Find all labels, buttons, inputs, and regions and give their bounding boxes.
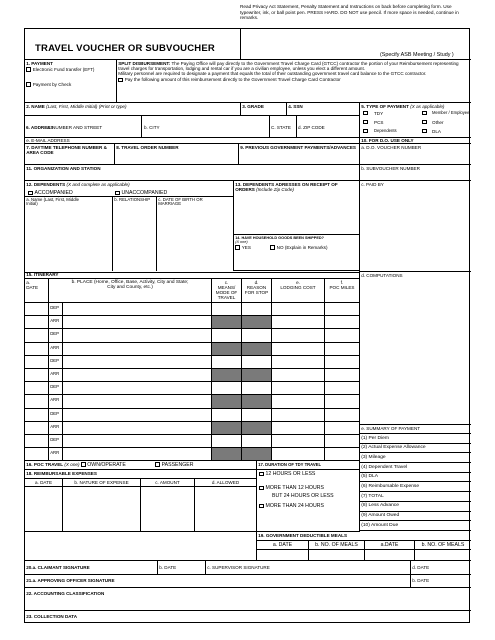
reimb-blank[interactable]: [25, 532, 257, 561]
goods-yes-checkbox[interactable]: [235, 245, 240, 250]
itin-cell[interactable]: [63, 303, 212, 316]
reimb-nature-head: [63, 479, 141, 487]
meals-date2-field[interactable]: [365, 550, 415, 561]
split-text-1: The Paying Office will pay directly to the Government Travel Charge Card (GTCC) contractor the portion of your Reimbursement representing travel charges for transportation, lodging and rental car if you are a civilian employee, unless you elect a different amount.: [118, 60, 459, 71]
duration-options: [257, 470, 360, 532]
specify-cell: [241, 29, 471, 60]
summary-item[interactable]: (8) Less Advance: [360, 502, 471, 512]
poc-hint: (X one): [64, 461, 80, 467]
approver-label: 21.a. APPROVING OFFICER SIGNATURE: [26, 578, 115, 583]
computations-label: d. COMPUTATIONS: [361, 272, 403, 278]
meals-date2-head: [365, 541, 415, 550]
itin-cell[interactable]: [325, 316, 360, 329]
poc-label: 16. POC TRAVEL: [26, 461, 64, 467]
eft-label: Electronic Fund transfer (EFT): [32, 66, 95, 72]
itin-f-letter: f.: [340, 279, 344, 285]
itin-cell[interactable]: [212, 395, 242, 408]
itin-c-letter: c.: [224, 279, 229, 285]
ssn-label: 4. SSN: [288, 103, 303, 109]
itin-cell[interactable]: [242, 329, 272, 342]
reimb-nature-col[interactable]: [63, 487, 141, 532]
dep-dob-cell[interactable]: [157, 197, 234, 271]
split-pay-checkbox[interactable]: [118, 78, 123, 83]
meals-no2-field[interactable]: [415, 550, 471, 561]
itin-cell[interactable]: [242, 343, 272, 356]
reimb-allowed-label: d. ALLOWED: [211, 479, 240, 485]
unaccompanied-label: UNACCOMPANIED: [121, 190, 168, 196]
summary-item[interactable]: (5) DLA: [360, 473, 471, 483]
dla-label: DLA: [432, 128, 441, 134]
itin-cell[interactable]: [63, 316, 212, 329]
itin-cell[interactable]: [242, 382, 272, 395]
itin-cell[interactable]: [63, 409, 212, 422]
ssn-cell[interactable]: [287, 103, 360, 116]
approver-signature-cell[interactable]: [25, 575, 411, 588]
itin-cell[interactable]: [242, 316, 272, 329]
check-checkbox[interactable]: [26, 82, 31, 87]
supervisor-signature-cell[interactable]: [206, 561, 411, 575]
itin-row-type: ARR: [49, 343, 63, 356]
dependents-label: Dependents: [374, 128, 397, 133]
check-label: Payment by Check: [32, 81, 72, 87]
duration-cell: [257, 461, 360, 470]
duration-24m-label: MORE THAN 24 HOURS: [265, 503, 324, 509]
address-cell: [25, 116, 360, 138]
itin-row-type: ARR: [49, 395, 63, 408]
computations-area[interactable]: [360, 279, 471, 425]
itin-lodging-head: [272, 279, 325, 303]
paid-by-cell[interactable]: [360, 181, 471, 271]
dep-addresses-cell[interactable]: [234, 181, 360, 234]
itin-cell[interactable]: [212, 435, 242, 448]
supervisor-label: c. SUPERVISOR SIGNATURE: [207, 565, 270, 570]
itin-row-type: ARR: [49, 369, 63, 382]
reimb-label: 18. REIMBURSABLE EXPENSES: [26, 470, 97, 476]
member-label: Member / Employee: [432, 110, 470, 115]
zip-label: d. ZIP CODE: [298, 125, 325, 130]
itin-cell[interactable]: [272, 435, 325, 448]
dep-relationship-label: b. RELATIONSHIP: [114, 197, 151, 202]
approver-date-label: b. DATE: [412, 578, 430, 583]
itin-cell[interactable]: [212, 448, 242, 461]
type-payment-cell: [360, 103, 471, 138]
accounting-label: 22. ACCOUNTING CLASSIFICATION: [26, 591, 105, 596]
name-cell[interactable]: [25, 103, 241, 116]
subvoucher-label: b. SUBVOUCHER NUMBER: [361, 165, 420, 171]
reimb-date-col[interactable]: [25, 487, 63, 532]
itin-cell[interactable]: [272, 422, 325, 435]
type-payment-hint: (X as applicable): [410, 103, 445, 109]
reimb-title-cell: [25, 470, 257, 479]
itin-cell[interactable]: [272, 382, 325, 395]
itin-date-label: a. DATE: [26, 279, 39, 290]
itin-cell[interactable]: [212, 369, 242, 382]
goods-cell: [234, 234, 360, 271]
city-label: b. CITY: [144, 125, 160, 130]
summary-item[interactable]: (3) Mileage: [360, 453, 471, 463]
itin-cell[interactable]: [325, 448, 360, 461]
reimb-allowed-col[interactable]: [195, 487, 257, 532]
itin-cell[interactable]: [212, 329, 242, 342]
duration-24-label: BUT 24 HOURS OR LESS: [272, 493, 334, 499]
split-cell: [117, 60, 471, 103]
itin-cell[interactable]: [242, 303, 272, 316]
dep-name-cell[interactable]: [25, 197, 113, 271]
itin-cell[interactable]: [63, 395, 212, 408]
summary-item[interactable]: (6) Reimbursable Expense: [360, 483, 471, 493]
itin-row-type: DEP: [49, 382, 63, 395]
itin-cell[interactable]: [212, 382, 242, 395]
itinerary-label: 15. ITINERARY: [26, 271, 59, 277]
itin-cell[interactable]: [63, 356, 212, 369]
state-label: C. STATE: [271, 125, 291, 130]
itin-row-type: DEP: [49, 303, 63, 316]
split-text-2: Military personnel are required to designate a payment that equals the total of their outstanding government travel card balance to the GTCC contractor.: [118, 70, 427, 76]
duration-12-24-checkbox[interactable]: [259, 486, 264, 491]
type-payment-label: 5. TYPE OF PAYMENT: [361, 103, 409, 109]
itin-cell[interactable]: [242, 448, 272, 461]
voucher-number-label: a. D.O. VOUCHER NUMBER: [361, 144, 422, 150]
itin-poc-head: [325, 279, 360, 303]
summary-title-cell: [360, 425, 471, 434]
itin-cell[interactable]: [212, 316, 242, 329]
itin-cell[interactable]: [242, 369, 272, 382]
itin-cell[interactable]: [212, 356, 242, 369]
meals-date1-field[interactable]: [257, 550, 309, 561]
claimant-date-label: b. DATE: [159, 565, 177, 570]
poc-cell: [25, 461, 257, 470]
meals-date1-label: a. DATE: [272, 541, 293, 548]
meals-no2-label: b. NO. OF MEALS: [421, 541, 465, 548]
summary-label: e. SUMMARY OF PAYMENT: [361, 425, 421, 431]
dependents-check-row: [25, 181, 234, 197]
voucher-number-cell[interactable]: [360, 144, 471, 165]
own-label: OWN/OPERATE: [87, 461, 126, 468]
itin-cell[interactable]: [325, 409, 360, 422]
street-label: a. NUMBER AND STREET: [47, 125, 103, 130]
itin-poc-label: POC MILES: [329, 284, 355, 290]
phone-cell[interactable]: [25, 144, 115, 165]
subvoucher-cell[interactable]: [360, 165, 471, 181]
dep-addresses-label: 13. DEPENDENTS ADRESSES ON RECEIPT OF ORDERS: [235, 181, 338, 192]
itin-cell[interactable]: [272, 356, 325, 369]
name-label: 2. NAME: [26, 103, 45, 109]
dependents-hint: (X and complete as applicable): [66, 181, 130, 187]
itin-place-head: [49, 279, 212, 303]
itin-cell[interactable]: [325, 356, 360, 369]
do-only-label: 10. FOR D.O. USE ONLY: [361, 138, 414, 143]
meals-label: 19. GOVERNMENT DEDUCTIBLE MEALS: [258, 532, 348, 538]
summary-item[interactable]: (2) Actual Expense Allowance: [360, 444, 471, 454]
dep-addresses-hint: (Include Zip Code): [256, 186, 294, 192]
other-label: Other: [432, 119, 444, 125]
itin-cell[interactable]: [325, 435, 360, 448]
dependents-checkbox[interactable]: [363, 129, 368, 134]
split-text-3: Pay the following amount of this reimbursement directly to the Government Travel Charge Card Contractor: [124, 77, 341, 83]
itin-cell[interactable]: [325, 395, 360, 408]
itin-cell[interactable]: [63, 448, 212, 461]
itin-cell[interactable]: [242, 422, 272, 435]
itin-cell[interactable]: [325, 382, 360, 395]
split-label: SPLIT DISBURSEMENT:: [118, 60, 171, 66]
itin-cell[interactable]: [63, 435, 212, 448]
itin-cell[interactable]: [272, 409, 325, 422]
reimb-nature-label: b. NATURE OF EXPENSE: [74, 479, 129, 485]
dep-dob-label: c. DATE OF BIRTH OR MARRIAGE: [158, 197, 203, 207]
itin-cell[interactable]: [63, 422, 212, 435]
passenger-checkbox[interactable]: [155, 462, 160, 467]
meals-no2-head: [415, 541, 471, 550]
itin-cell[interactable]: [242, 409, 272, 422]
itin-lodging-label: LODGING COST: [280, 284, 316, 290]
eft-checkbox[interactable]: [26, 67, 31, 72]
divider: [267, 116, 270, 138]
order-cell[interactable]: [115, 144, 239, 165]
itin-cell[interactable]: [63, 382, 212, 395]
passenger-label: PASSENGER: [161, 461, 194, 468]
goods-no-label: NO (Explain in Remarks): [276, 244, 328, 250]
member-checkbox[interactable]: [422, 111, 427, 116]
itin-cell[interactable]: [63, 343, 212, 356]
itin-cell[interactable]: [242, 435, 272, 448]
grade-cell[interactable]: [241, 103, 287, 116]
itin-cell[interactable]: [325, 329, 360, 342]
itin-cell[interactable]: [63, 369, 212, 382]
itin-cell[interactable]: [272, 395, 325, 408]
itin-row-type: DEP: [49, 435, 63, 448]
itin-cell[interactable]: [242, 395, 272, 408]
goods-hint: (X one): [235, 239, 248, 244]
duration-label: 17. DURATION OF TDY TRAVEL: [258, 461, 322, 467]
goods-no-checkbox[interactable]: [270, 245, 275, 250]
itin-cell[interactable]: [272, 329, 325, 342]
reimb-date-head: [25, 479, 63, 487]
itin-row-type: DEP: [49, 409, 63, 422]
org-label: 11. ORGANIZATION AND STATION: [26, 165, 101, 171]
supervisor-date-cell[interactable]: [411, 561, 471, 575]
supervisor-date-label: d. DATE: [412, 565, 430, 570]
goods-label: 14. HAVE HOUSEHOLD GOODS BEEN SHIPPED?: [235, 235, 324, 240]
itin-d-letter: d.: [254, 279, 259, 285]
payment-cell: [25, 60, 117, 103]
itin-cell[interactable]: [272, 316, 325, 329]
payment-label: 1. PAYMENT: [26, 60, 53, 66]
itin-cell[interactable]: [272, 369, 325, 382]
claimant-signature-cell[interactable]: [25, 561, 158, 575]
duration-12-checkbox[interactable]: [259, 472, 264, 477]
summary-item[interactable]: (9) Amount Owed: [360, 512, 471, 522]
itin-row-type: ARR: [49, 422, 63, 435]
accompanied-label: ACCOMPANIED: [34, 190, 73, 196]
itin-row-type: ARR: [49, 316, 63, 329]
meals-title-cell: [257, 532, 471, 541]
summary-item[interactable]: (1) Per Diem: [360, 434, 471, 444]
duration-24-checkbox[interactable]: [259, 504, 264, 509]
duration-12-label: 12 HOURS OR LESS: [265, 471, 316, 477]
itin-cell[interactable]: [272, 303, 325, 316]
itin-place-label: b. PLACE (Home, Office, Base, Activity, City and State; City and County, etc.): [71, 279, 189, 290]
title-cell: [25, 29, 241, 60]
paid-by-label: c. PAID BY: [361, 181, 384, 187]
summary-item[interactable]: (4) Dependent Travel: [360, 463, 471, 473]
itin-cell[interactable]: [272, 343, 325, 356]
prev-payments-cell[interactable]: [239, 144, 360, 165]
claimant-date-cell[interactable]: [158, 561, 206, 575]
itin-cell[interactable]: [212, 303, 242, 316]
email-label: e. E-MAIL ADDRESS: [26, 138, 70, 143]
itin-cell[interactable]: [63, 329, 212, 342]
duration-12m-label: MORE THAN 12 HOURS: [265, 485, 324, 491]
reimb-amount-head: [141, 479, 195, 487]
privacy-notice: Read Privacy Act Statement, Penalty Statement and Instructions on back before completing form. Use typewriter, ink, or ball point pen. PRESS HARD. DO NOT use pencil. If more space is needed, continue in remarks.: [240, 4, 459, 21]
itin-cell[interactable]: [212, 343, 242, 356]
meals-no1-label: b. NO. OF MEALS: [315, 541, 358, 548]
reimb-allowed-head: [195, 479, 257, 487]
itin-reason-head: [242, 279, 272, 303]
phone-label: 7. DAYTIME TELEPHONE NUMBER & AREA CODE: [26, 144, 107, 155]
itin-row-type: DEP: [49, 329, 63, 342]
itin-e-letter: e.: [296, 279, 300, 285]
order-label: 8. TRAVEL ORDER NUMBER: [116, 144, 179, 150]
dep-name-label: a. Name (Last, First, Middle Initial): [26, 197, 79, 207]
reimb-amount-col[interactable]: [141, 487, 195, 532]
itin-date-column[interactable]: [25, 303, 49, 461]
own-checkbox[interactable]: [81, 462, 86, 467]
summary-item[interactable]: (7) TOTAL: [360, 492, 471, 502]
name-hint: (Last, First, Middle Initial) (Print or type): [46, 103, 127, 109]
dep-relationship-cell[interactable]: [113, 197, 157, 271]
pcs-checkbox[interactable]: [363, 120, 368, 125]
itin-mode-label: MEANS/ MODE OF TRAVEL: [215, 284, 238, 301]
approver-date-cell[interactable]: [411, 575, 471, 588]
itin-cell[interactable]: [325, 303, 360, 316]
tdy-label: TDY: [374, 110, 384, 116]
meals-date1-head: [257, 541, 309, 550]
pcs-label: PCS: [374, 119, 384, 125]
meals-date2-label: a.DATE: [380, 541, 399, 548]
tdy-checkbox[interactable]: [363, 111, 368, 116]
itin-cell[interactable]: [325, 369, 360, 382]
itin-mode-head: [212, 279, 242, 303]
dla-checkbox[interactable]: [422, 129, 427, 134]
accounting-cell[interactable]: [25, 588, 471, 611]
other-checkbox[interactable]: [422, 120, 427, 125]
travel-voucher-form: [24, 28, 470, 623]
meals-no1-field[interactable]: [309, 550, 365, 561]
itin-date-head: [25, 279, 49, 303]
address-label: 6. ADDRESS: [26, 125, 54, 130]
collection-cell[interactable]: [25, 611, 471, 624]
prev-payments-label: 9. PREVIOUS GOVERNMENT PAYMENTS/ADVANCES: [240, 144, 356, 150]
claimant-label: 20.a. CLAIMANT SIGNATURE: [26, 565, 90, 570]
itin-reason-label: REASON FOR STOP: [244, 284, 269, 295]
reimb-amount-label: c. AMOUNT: [155, 479, 180, 485]
itin-cell[interactable]: [325, 343, 360, 356]
itin-cell[interactable]: [212, 422, 242, 435]
itin-cell[interactable]: [212, 409, 242, 422]
reimb-date-label: a. DATE: [34, 479, 53, 485]
itin-cell[interactable]: [272, 448, 325, 461]
itin-row-type: DEP: [49, 356, 63, 369]
dependents-title: 12. DEPENDENTS: [26, 181, 66, 187]
org-cell[interactable]: [25, 165, 360, 181]
goods-yes-label: YES: [241, 244, 251, 250]
itin-row-type: ARR: [49, 448, 63, 461]
itin-cell[interactable]: [325, 422, 360, 435]
specify-line: (Specify ASB Meeting / Study ): [380, 52, 454, 58]
itin-cell[interactable]: [242, 356, 272, 369]
divider: [294, 116, 297, 138]
grade-label: 3. GRADE: [242, 103, 264, 109]
form-title: TRAVEL VOUCHER OR SUBVOUCHER: [35, 43, 215, 54]
meals-no1-head: [309, 541, 365, 550]
computations-cell: [360, 271, 471, 279]
summary-item[interactable]: (10) Amount Due: [360, 521, 471, 531]
collection-label: 23. COLLECTION DATA: [26, 614, 78, 619]
itinerary-title-cell: [25, 271, 360, 279]
divider: [139, 116, 142, 138]
